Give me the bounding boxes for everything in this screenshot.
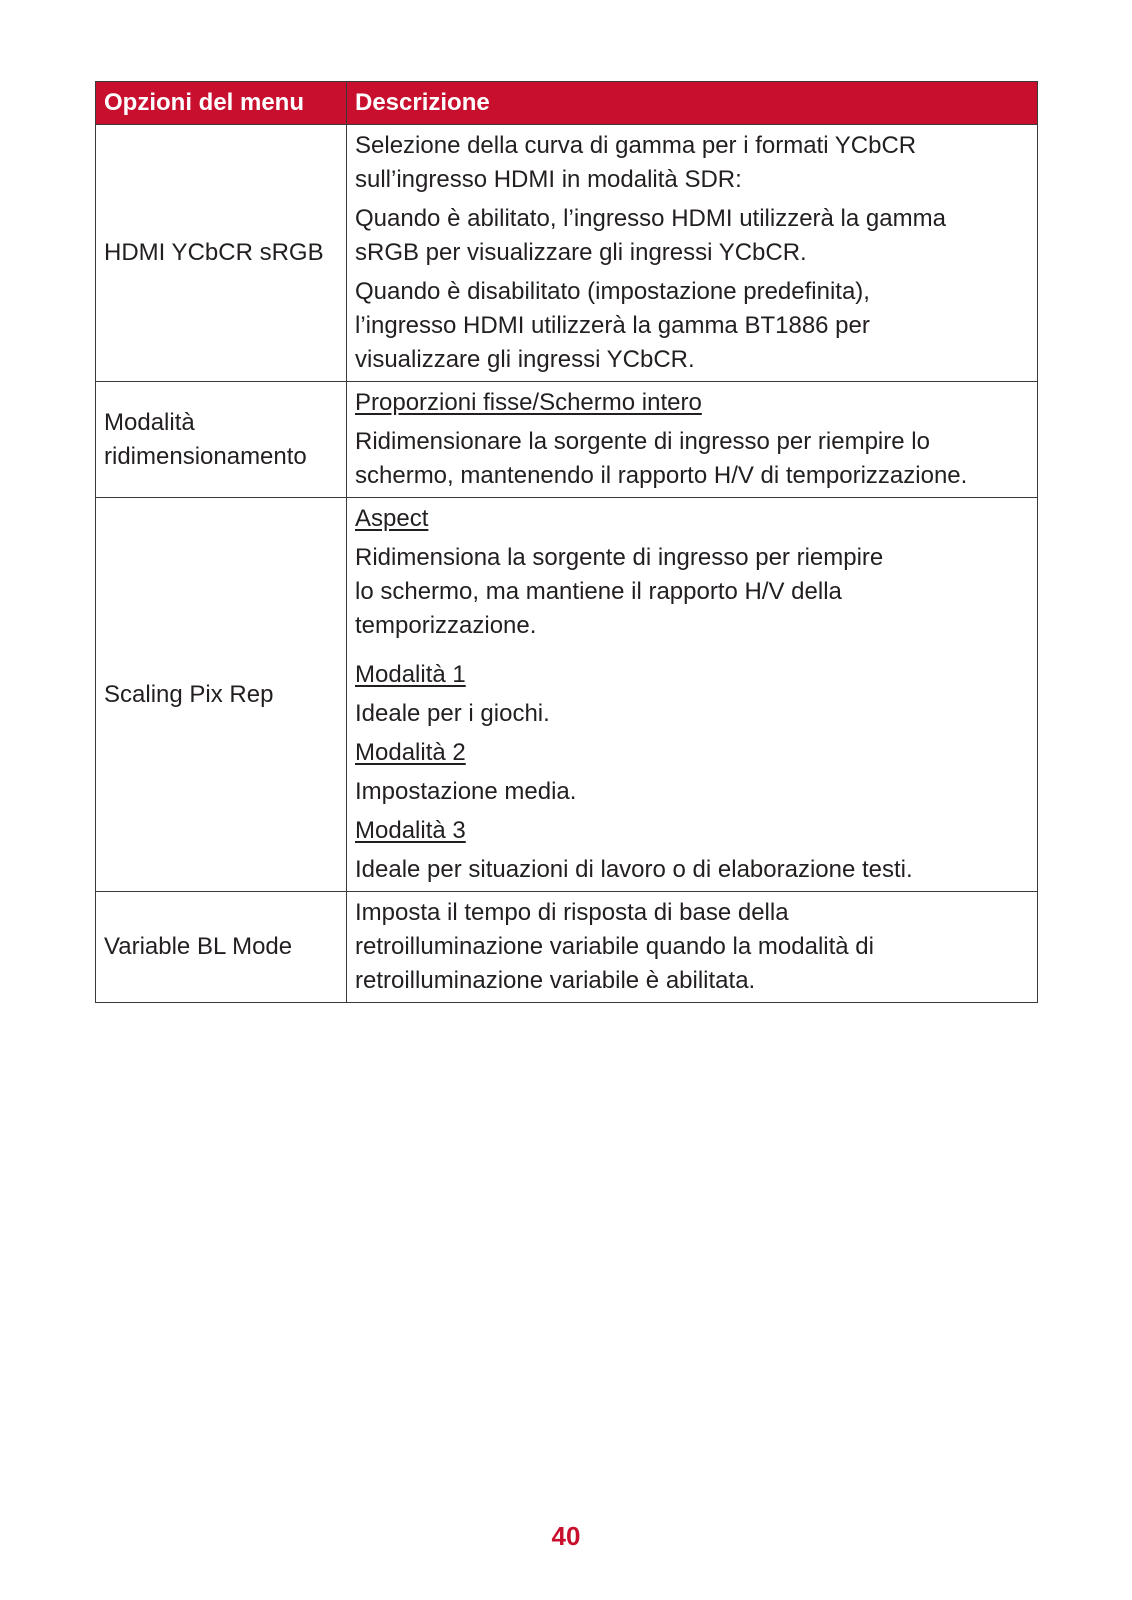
page-number: 40 [551,1521,581,1551]
description-paragraph [355,425,1029,493]
setting-heading-text: Aspect [355,505,429,532]
description-line: Ideale per i giochi. [355,700,550,727]
description-line: Selezione della curva di gamma per i formati YCbCR [355,132,917,159]
description-paragraph [355,853,1029,887]
option-cell [96,382,347,498]
setting-heading [355,658,1029,692]
description-line: Quando è disabilitato (impostazione predefinita), [355,278,870,305]
description-cell [347,382,1038,498]
description-paragraph [355,275,1029,377]
description-paragraph [355,775,1029,809]
setting-heading [355,502,1029,536]
description-cell [347,892,1038,1003]
description-line: Quando è abilitato, l’ingresso HDMI utilizzerà la gamma [355,205,946,232]
description-line: temporizzazione. [355,612,537,639]
table-row [96,498,1038,892]
option-cell [96,892,347,1003]
setting-heading-text: Modalità 2 [355,739,466,766]
option-label: ridimensionamento [104,442,307,470]
setting-heading-text: Proporzioni fisse/Schermo intero [355,389,702,416]
description-line: Impostazione media. [355,778,577,805]
option-label: Modalità [104,408,195,436]
table-row [96,382,1038,498]
description-paragraph [355,896,1029,998]
header-description: Descrizione [347,82,1038,125]
description-line: visualizzare gli ingressi YCbCR. [355,346,695,373]
setting-heading [355,814,1029,848]
header-menu-options: Opzioni del menu [96,82,347,125]
description-cell [347,498,1038,892]
setting-heading [355,386,1029,420]
description-line: Imposta il tempo di risposta di base della [355,899,789,926]
description-line: Ridimensionare la sorgente di ingresso per riempire lo [355,428,930,455]
option-label: HDMI YCbCR sRGB [104,239,324,266]
description-line: sRGB per visualizzare gli ingressi YCbCR. [355,239,807,266]
description-line: Ideale per situazioni di lavoro o di elaborazione testi. [355,856,913,883]
description-cell [347,125,1038,382]
description-line: retroilluminazione variabile quando la modalità di [355,933,874,960]
menu-options-table [95,81,1038,1003]
description-line: retroilluminazione variabile è abilitata. [355,967,756,994]
option-label: Scaling Pix Rep [104,680,274,708]
option-cell [96,125,347,382]
description-paragraph [355,541,1029,643]
table-header-row [96,82,1038,125]
description-paragraph [355,129,1029,197]
description-paragraph [355,697,1029,731]
table-row [96,892,1038,1003]
description-line: sull’ingresso HDMI in modalità SDR: [355,166,742,193]
setting-heading [355,736,1029,770]
setting-heading-text: Modalità 3 [355,817,466,844]
option-cell [96,498,347,892]
description-line: l’ingresso HDMI utilizzerà la gamma BT1886 per [355,312,870,339]
setting-heading-text: Modalità 1 [355,661,466,688]
table-row [96,125,1038,382]
description-line: Ridimensiona la sorgente di ingresso per riempire [355,544,884,571]
description-line: lo schermo, ma mantiene il rapporto H/V della [355,578,842,605]
description-paragraph [355,202,1029,270]
option-label: Variable BL Mode [104,933,293,960]
description-line: schermo, mantenendo il rapporto H/V di temporizzazione. [355,462,968,489]
